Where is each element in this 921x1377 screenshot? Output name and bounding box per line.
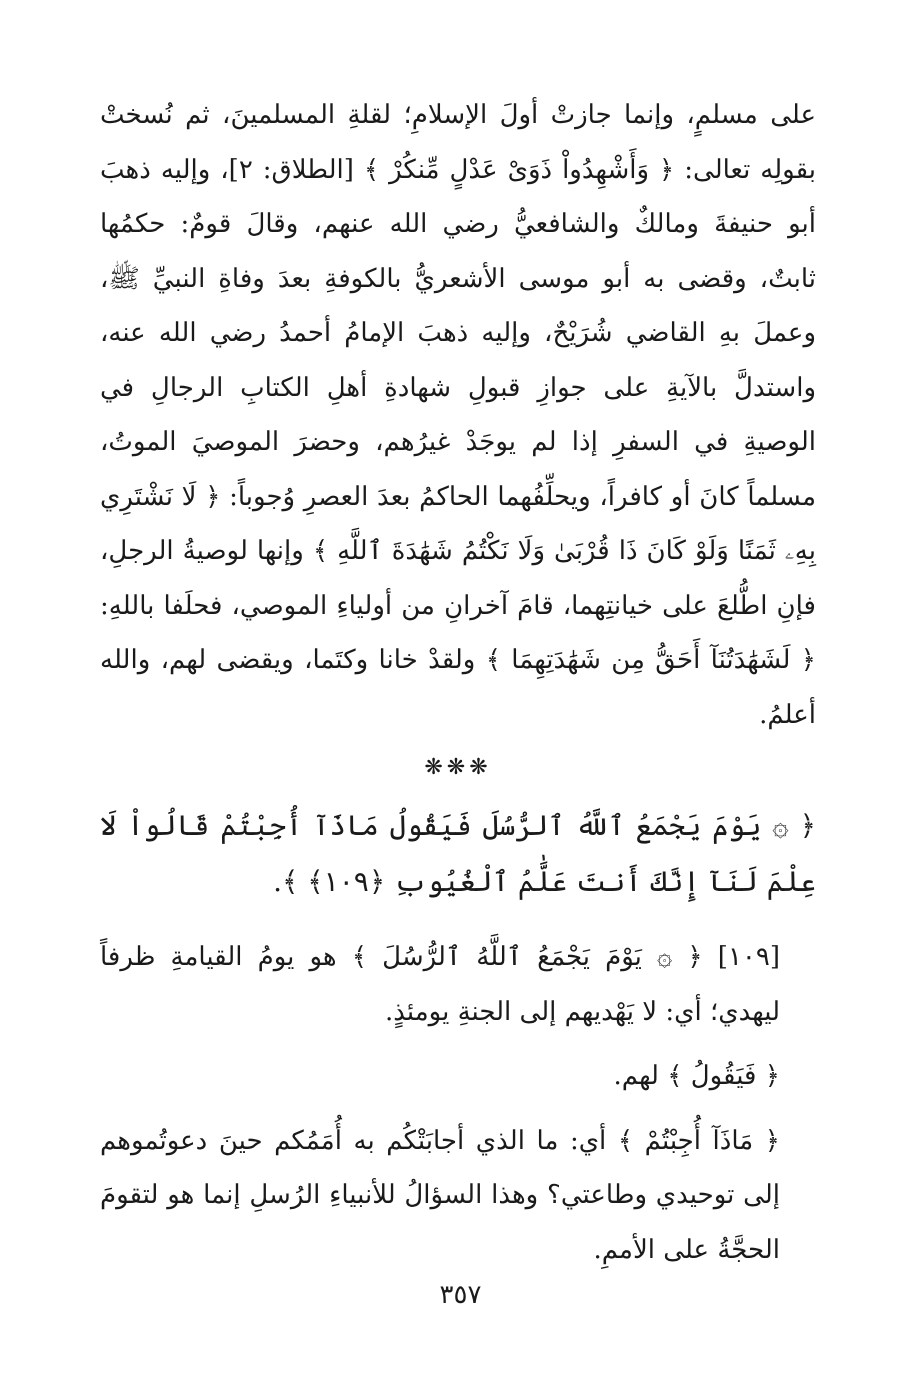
section-separator: ❋❋❋ [424,755,492,780]
page-body [100,88,816,1287]
tafsir-paragraph-3: ﴿ مَاذَآ أُجِبْتُمْ ﴾ أي: ما الذي أجابَتْكُم به أُمَمُكم حينَ دعوتُموهم إلى توحيدي وطاعتي؟ وهذا السؤالُ للأنبياءِ الرُسلِ إنما هو لتقومَ الحجَّةُ على الأممِ. [100,1125,780,1265]
quran-verse: ﴿ ۞ يَوْمَ يَجْمَعُ ٱللَّهُ ٱلرُّسُلَ فَيَقُولُ مَاذَآ أُجِبْتُمْ قَالُواْ لَا عِلْمَ لَنَآ إِنَّكَ أَنتَ عَلَّٰمُ ٱلْغُيُوبِ ﴿١٠٩﴾ ﴾. [100,809,816,898]
page-number: ٣٥٧ [439,1280,482,1310]
tafsir-paragraph-2: ﴿ فَيَقُولُ ﴾ لهم. [613,1061,780,1091]
continuation-paragraph: على مسلمٍ، وإنما جازتْ أولَ الإسلامِ؛ لقلةِ المسلمينَ، ثم نُسختْ بقولِه تعالى: ﴿ وَأَشْهِدُواْ ذَوَىْ عَدْلٍ مِّنكُرْ ﴾ [الطلاق: ٢]، وإليه ذهبَ أبو حنيفةَ ومالكٌ والشافعيُّ رضي الله عنهم، وقالَ قومٌ: حكمُها ثابتٌ، وقضى به أبو موسى الأشعريُّ بالكوفةِ بعدَ وفاةِ النبيِّ ﷺ، وعملَ بهِ القاضي شُرَيْحٌ، وإليه ذهبَ الإمامُ أحمدُ رضي الله عنه، واستدلَّ بالآيةِ على جوازِ قبولِ شهادةِ أهلِ الكتابِ الرجالِ في الوصيةِ في السفرِ إذا لم يوجَدْ غيرُهم، وحضرَ الموصيَ الموتُ، مسلماً كانَ أو كافراً، ويحلِّفُهما الحاكمُ بعدَ العصرِ وُجوباً: ﴿ لَا نَشْتَرِي بِهِۦ ثَمَنًا وَلَوْ كَانَ ذَا قُرْبَىٰ وَلَا نَكْتُمُ شَهَٰدَةَ ٱللَّهِ ﴾ وإنها لوصيةُ الرجلِ، فإنِ اطُّلعَ على خيانتِهما، قامَ آخرانِ من أولياءِ الموصي، فحلَفا باللهِ: ﴿ لَشَهَٰدَتُنَآ أَحَقُّ مِن شَهَٰدَتِهِمَا ﴾ ولقدْ خانا وكتَما، ويقضى لهم، والله أعلمُ. [100,100,816,730]
tafsir-paragraph-1: [١٠٩] ﴿ ۞ يَوْمَ يَجْمَعُ ٱللَّهُ ٱلرُّسُلَ ﴾ هو يومُ القيامةِ ظرفاً ليهدي؛ أي: لا يَهْديهم إلى الجنةِ يومئذٍ. [100,942,780,1027]
